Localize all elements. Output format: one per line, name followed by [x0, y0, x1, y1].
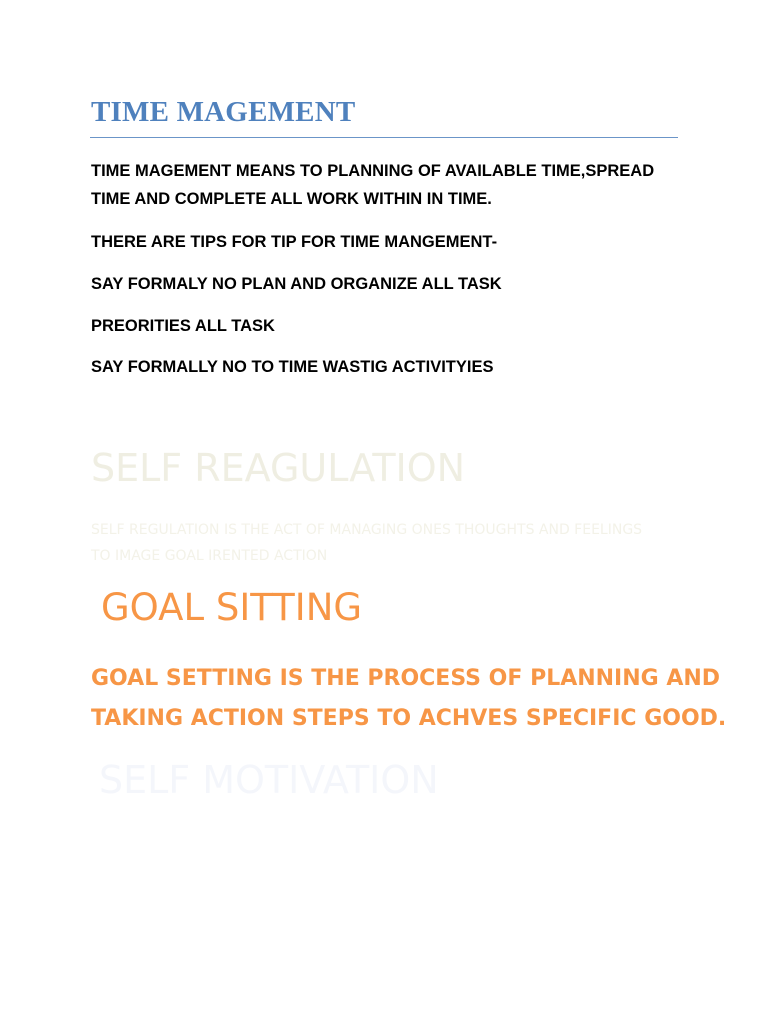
self-regulation-paragraph — [91, 517, 642, 569]
goal-setting-heading: GOAL SITTING — [101, 586, 363, 629]
tip-item-2: PREORITIES ALL TASK — [91, 317, 275, 335]
intro-line-1: TIME MAGEMENT MEANS TO PLANNING OF AVAILABLE TIME,SPREAD — [91, 162, 655, 180]
intro-line-2: TIME AND COMPLETE ALL WORK WITHIN IN TIME. — [91, 190, 492, 208]
self-regulation-line-1: SELF REGULATION IS THE ACT OF MANAGING ONES THOUGHTS AND FEELINGS — [91, 522, 643, 538]
self-regulation-line-2: TO IMAGE GOAL IRENTED ACTION — [91, 548, 328, 564]
page-title: TIME MAGEMENT — [91, 96, 356, 128]
self-regulation-heading: SELF REAGULATION — [91, 446, 466, 490]
tips-intro-line: THERE ARE TIPS FOR TIP FOR TIME MANGEMENT- — [91, 233, 498, 251]
goal-setting-line-2: TAKING ACTION STEPS TO ACHVES SPECIFIC GOOD. — [91, 706, 727, 731]
goal-setting-line-1: GOAL SETTING IS THE PROCESS OF PLANNING AND — [91, 666, 721, 691]
tip-item-1: SAY FORMALY NO PLAN AND ORGANIZE ALL TASK — [91, 275, 502, 293]
intro-paragraph — [91, 157, 654, 213]
tip-item-3: SAY FORMALLY NO TO TIME WASTIG ACTIVITYIES — [91, 358, 494, 376]
title-underline — [90, 137, 678, 138]
goal-setting-paragraph — [91, 659, 726, 739]
self-motivation-heading: SELF MOTIVATION — [99, 758, 439, 802]
